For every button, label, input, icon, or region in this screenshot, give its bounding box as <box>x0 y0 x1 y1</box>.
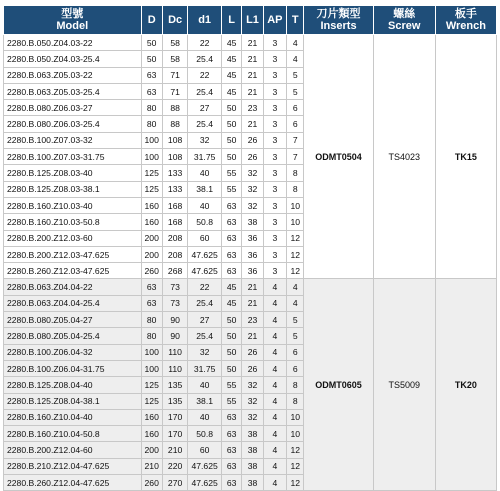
cell-l1: 21 <box>242 295 263 311</box>
cell-d: 160 <box>141 409 162 425</box>
cell-dc: 71 <box>162 83 187 99</box>
header-inserts-cn: 刀片類型 <box>316 8 361 20</box>
wrench-cell: TK20 <box>435 279 496 491</box>
cell-t: 4 <box>287 51 304 67</box>
cell-t: 12 <box>287 230 304 246</box>
cell-model: 2280.B.200.Z12.04-60 <box>4 442 142 458</box>
cell-l1: 36 <box>242 263 263 279</box>
cell-d1: 40 <box>188 409 222 425</box>
cell-model: 2280.B.210.Z12.04-47.625 <box>4 458 142 474</box>
cell-dc: 208 <box>162 246 187 262</box>
cell-l1: 26 <box>242 149 263 165</box>
cell-d: 63 <box>141 279 162 295</box>
cell-t: 6 <box>287 360 304 376</box>
cell-dc: 170 <box>162 426 187 442</box>
cell-ap: 4 <box>263 279 286 295</box>
cell-ap: 4 <box>263 312 286 328</box>
cell-t: 8 <box>287 165 304 181</box>
header-l1: L1 <box>242 6 263 35</box>
cell-d: 125 <box>141 393 162 409</box>
cell-model: 2280.B.063.Z04.04-25.4 <box>4 295 142 311</box>
cell-d1: 47.625 <box>188 458 222 474</box>
cell-ap: 4 <box>263 409 286 425</box>
cell-d1: 31.75 <box>188 360 222 376</box>
cell-d1: 25.4 <box>188 51 222 67</box>
cell-model: 2280.B.100.Z06.04-31.75 <box>4 360 142 376</box>
cell-d1: 27 <box>188 100 222 116</box>
cell-l1: 23 <box>242 100 263 116</box>
cell-l: 63 <box>221 409 241 425</box>
cell-ap: 4 <box>263 442 286 458</box>
cell-ap: 3 <box>263 230 286 246</box>
cell-l1: 21 <box>242 51 263 67</box>
cell-t: 8 <box>287 393 304 409</box>
cell-l: 63 <box>221 442 241 458</box>
header-model-en: Model <box>56 20 89 32</box>
header-t: T <box>287 6 304 35</box>
cell-d: 100 <box>141 360 162 376</box>
cell-l1: 38 <box>242 426 263 442</box>
cell-model: 2280.B.050.Z04.03-22 <box>4 35 142 51</box>
header-inserts-en: Inserts <box>320 20 357 32</box>
cell-d: 80 <box>141 328 162 344</box>
cell-model: 2280.B.080.Z05.04-27 <box>4 312 142 328</box>
cell-ap: 4 <box>263 377 286 393</box>
cell-t: 5 <box>287 328 304 344</box>
cell-d: 100 <box>141 344 162 360</box>
cell-t: 10 <box>287 426 304 442</box>
cell-d: 200 <box>141 230 162 246</box>
cell-ap: 4 <box>263 295 286 311</box>
cell-dc: 270 <box>162 475 187 491</box>
cell-model: 2280.B.125.Z08.03-38.1 <box>4 181 142 197</box>
cell-d1: 22 <box>188 279 222 295</box>
cell-d1: 32 <box>188 344 222 360</box>
cell-d: 160 <box>141 426 162 442</box>
cell-model: 2280.B.063.Z04.04-22 <box>4 279 142 295</box>
header-model <box>4 6 142 35</box>
cell-dc: 135 <box>162 393 187 409</box>
cell-dc: 90 <box>162 328 187 344</box>
header-ap: AP <box>263 6 286 35</box>
cell-dc: 168 <box>162 197 187 213</box>
cell-dc: 135 <box>162 377 187 393</box>
cell-l: 45 <box>221 83 241 99</box>
cell-d1: 31.75 <box>188 149 222 165</box>
cell-l: 50 <box>221 360 241 376</box>
cell-t: 4 <box>287 35 304 51</box>
cell-l: 63 <box>221 246 241 262</box>
cell-model: 2280.B.160.Z10.03-40 <box>4 197 142 213</box>
cell-l: 45 <box>221 51 241 67</box>
cell-t: 7 <box>287 132 304 148</box>
header-wrench-en: Wrench <box>445 20 486 32</box>
cell-ap: 4 <box>263 393 286 409</box>
cell-l1: 32 <box>242 409 263 425</box>
cell-l1: 21 <box>242 35 263 51</box>
cell-t: 10 <box>287 409 304 425</box>
cell-d1: 47.625 <box>188 475 222 491</box>
cell-d: 125 <box>141 377 162 393</box>
cell-dc: 88 <box>162 116 187 132</box>
cell-l1: 32 <box>242 197 263 213</box>
cell-d1: 40 <box>188 377 222 393</box>
header-d1: d1 <box>188 6 222 35</box>
cell-t: 12 <box>287 246 304 262</box>
cell-ap: 3 <box>263 83 286 99</box>
cell-ap: 3 <box>263 149 286 165</box>
cell-l1: 21 <box>242 328 263 344</box>
cell-d1: 38.1 <box>188 181 222 197</box>
cell-l: 55 <box>221 165 241 181</box>
cell-l: 63 <box>221 230 241 246</box>
cell-ap: 3 <box>263 67 286 83</box>
cell-t: 6 <box>287 116 304 132</box>
cell-d: 125 <box>141 165 162 181</box>
cell-l: 45 <box>221 67 241 83</box>
cell-t: 8 <box>287 181 304 197</box>
cell-dc: 90 <box>162 312 187 328</box>
cell-d1: 60 <box>188 442 222 458</box>
cell-l1: 21 <box>242 116 263 132</box>
header-wrench-cn: 板手 <box>454 8 477 20</box>
cell-ap: 3 <box>263 246 286 262</box>
cell-ap: 4 <box>263 328 286 344</box>
table-row <box>4 279 497 295</box>
cell-t: 5 <box>287 83 304 99</box>
cell-l: 45 <box>221 35 241 51</box>
cell-d: 260 <box>141 475 162 491</box>
cell-ap: 3 <box>263 132 286 148</box>
cell-d1: 22 <box>188 67 222 83</box>
cell-l: 55 <box>221 181 241 197</box>
cell-l1: 38 <box>242 214 263 230</box>
cell-l: 45 <box>221 279 241 295</box>
cell-l: 63 <box>221 214 241 230</box>
cell-l1: 26 <box>242 344 263 360</box>
cell-dc: 110 <box>162 344 187 360</box>
cell-l: 63 <box>221 263 241 279</box>
cell-dc: 220 <box>162 458 187 474</box>
cell-model: 2280.B.160.Z10.04-40 <box>4 409 142 425</box>
cell-l: 50 <box>221 149 241 165</box>
cell-model: 2280.B.050.Z04.03-25.4 <box>4 51 142 67</box>
cell-ap: 4 <box>263 360 286 376</box>
cell-l: 50 <box>221 100 241 116</box>
cell-ap: 3 <box>263 214 286 230</box>
cell-d1: 40 <box>188 197 222 213</box>
cell-dc: 268 <box>162 263 187 279</box>
header-wrench <box>435 6 496 35</box>
cell-l: 50 <box>221 328 241 344</box>
cell-d1: 25.4 <box>188 116 222 132</box>
cell-d: 80 <box>141 312 162 328</box>
cell-d: 63 <box>141 295 162 311</box>
header-model-cn: 型號 <box>61 8 84 20</box>
cell-d: 260 <box>141 263 162 279</box>
cell-t: 6 <box>287 100 304 116</box>
header-screw <box>373 6 435 35</box>
cell-l1: 23 <box>242 312 263 328</box>
insert-cell: ODMT0605 <box>304 279 373 491</box>
cell-model: 2280.B.125.Z08.03-40 <box>4 165 142 181</box>
cell-l1: 32 <box>242 393 263 409</box>
cell-d: 210 <box>141 458 162 474</box>
cell-ap: 3 <box>263 181 286 197</box>
cell-ap: 3 <box>263 35 286 51</box>
cell-l: 63 <box>221 458 241 474</box>
cell-l1: 32 <box>242 377 263 393</box>
cell-model: 2280.B.100.Z07.03-32 <box>4 132 142 148</box>
cell-d1: 50.8 <box>188 214 222 230</box>
cell-l1: 21 <box>242 67 263 83</box>
cell-dc: 73 <box>162 279 187 295</box>
cell-l1: 26 <box>242 360 263 376</box>
cell-l1: 38 <box>242 442 263 458</box>
cell-d1: 38.1 <box>188 393 222 409</box>
cell-model: 2280.B.080.Z05.04-25.4 <box>4 328 142 344</box>
cell-l: 50 <box>221 132 241 148</box>
cell-t: 6 <box>287 344 304 360</box>
cell-t: 5 <box>287 67 304 83</box>
cell-dc: 58 <box>162 35 187 51</box>
cell-model: 2280.B.063.Z05.03-25.4 <box>4 83 142 99</box>
cell-ap: 3 <box>263 51 286 67</box>
cell-t: 5 <box>287 312 304 328</box>
cell-l: 63 <box>221 475 241 491</box>
wrench-cell: TK15 <box>435 35 496 279</box>
header-screw-cn: 螺絲 <box>393 8 416 20</box>
header-screw-en: Screw <box>388 20 421 32</box>
cell-model: 2280.B.080.Z06.03-25.4 <box>4 116 142 132</box>
cell-model: 2280.B.200.Z12.03-60 <box>4 230 142 246</box>
cell-d: 160 <box>141 197 162 213</box>
cell-t: 8 <box>287 377 304 393</box>
cell-dc: 71 <box>162 67 187 83</box>
cell-ap: 3 <box>263 116 286 132</box>
cell-model: 2280.B.100.Z07.03-31.75 <box>4 149 142 165</box>
cell-ap: 3 <box>263 263 286 279</box>
cell-dc: 110 <box>162 360 187 376</box>
cell-ap: 4 <box>263 426 286 442</box>
cell-model: 2280.B.080.Z06.03-27 <box>4 100 142 116</box>
cell-l: 63 <box>221 426 241 442</box>
cell-d: 63 <box>141 67 162 83</box>
cell-t: 12 <box>287 263 304 279</box>
cell-l: 55 <box>221 393 241 409</box>
cell-dc: 73 <box>162 295 187 311</box>
cell-model: 2280.B.125.Z08.04-38.1 <box>4 393 142 409</box>
cell-t: 12 <box>287 458 304 474</box>
cell-l1: 26 <box>242 132 263 148</box>
cell-dc: 108 <box>162 149 187 165</box>
cell-d: 50 <box>141 35 162 51</box>
cell-dc: 133 <box>162 181 187 197</box>
cell-d1: 40 <box>188 165 222 181</box>
cell-l1: 36 <box>242 230 263 246</box>
cell-d: 100 <box>141 149 162 165</box>
cell-model: 2280.B.200.Z12.03-47.625 <box>4 246 142 262</box>
cell-dc: 108 <box>162 132 187 148</box>
cell-dc: 170 <box>162 409 187 425</box>
cell-l1: 21 <box>242 83 263 99</box>
cell-l1: 38 <box>242 475 263 491</box>
cell-d1: 32 <box>188 132 222 148</box>
cell-t: 7 <box>287 149 304 165</box>
cell-l1: 21 <box>242 279 263 295</box>
cell-l: 63 <box>221 197 241 213</box>
cell-l1: 32 <box>242 165 263 181</box>
cell-d: 80 <box>141 100 162 116</box>
cell-model: 2280.B.125.Z08.04-40 <box>4 377 142 393</box>
cell-d: 50 <box>141 51 162 67</box>
cell-model: 2280.B.160.Z10.03-50.8 <box>4 214 142 230</box>
header-d: D <box>141 6 162 35</box>
cell-ap: 4 <box>263 458 286 474</box>
cell-d: 80 <box>141 116 162 132</box>
cell-ap: 3 <box>263 165 286 181</box>
cell-d1: 60 <box>188 230 222 246</box>
cell-d: 200 <box>141 442 162 458</box>
cell-t: 10 <box>287 197 304 213</box>
cell-dc: 58 <box>162 51 187 67</box>
insert-cell: ODMT0504 <box>304 35 373 279</box>
cell-l1: 36 <box>242 246 263 262</box>
header-dc: Dc <box>162 6 187 35</box>
cell-l: 50 <box>221 312 241 328</box>
cell-d1: 22 <box>188 35 222 51</box>
cell-d: 100 <box>141 132 162 148</box>
cell-t: 4 <box>287 279 304 295</box>
cell-ap: 3 <box>263 100 286 116</box>
cell-d1: 25.4 <box>188 295 222 311</box>
cell-ap: 3 <box>263 197 286 213</box>
cell-ap: 4 <box>263 475 286 491</box>
cell-l1: 38 <box>242 458 263 474</box>
cell-model: 2280.B.100.Z06.04-32 <box>4 344 142 360</box>
spec-body <box>4 35 497 491</box>
cell-l: 50 <box>221 344 241 360</box>
cell-t: 4 <box>287 295 304 311</box>
cell-model: 2280.B.160.Z10.04-50.8 <box>4 426 142 442</box>
cell-d1: 25.4 <box>188 328 222 344</box>
cell-l: 55 <box>221 377 241 393</box>
header-l: L <box>221 6 241 35</box>
cell-l: 45 <box>221 295 241 311</box>
cell-model: 2280.B.063.Z05.03-22 <box>4 67 142 83</box>
cell-d: 125 <box>141 181 162 197</box>
cell-d1: 50.8 <box>188 426 222 442</box>
cell-d1: 27 <box>188 312 222 328</box>
cell-d: 200 <box>141 246 162 262</box>
cell-model: 2280.B.260.Z12.03-47.625 <box>4 263 142 279</box>
cell-l: 50 <box>221 116 241 132</box>
spec-table <box>3 5 497 491</box>
cell-t: 12 <box>287 475 304 491</box>
cell-dc: 88 <box>162 100 187 116</box>
cell-ap: 4 <box>263 344 286 360</box>
header-row <box>4 6 497 35</box>
cell-l1: 32 <box>242 181 263 197</box>
cell-dc: 208 <box>162 230 187 246</box>
cell-d1: 47.625 <box>188 246 222 262</box>
screw-cell: TS5009 <box>373 279 435 491</box>
cell-t: 12 <box>287 442 304 458</box>
screw-cell: TS4023 <box>373 35 435 279</box>
cell-d1: 25.4 <box>188 83 222 99</box>
table-row <box>4 35 497 51</box>
cell-d: 63 <box>141 83 162 99</box>
cell-model: 2280.B.260.Z12.04-47.625 <box>4 475 142 491</box>
cell-t: 10 <box>287 214 304 230</box>
header-inserts <box>304 6 373 35</box>
cell-dc: 133 <box>162 165 187 181</box>
cell-d: 160 <box>141 214 162 230</box>
cell-dc: 168 <box>162 214 187 230</box>
cell-d1: 47.625 <box>188 263 222 279</box>
cell-dc: 210 <box>162 442 187 458</box>
